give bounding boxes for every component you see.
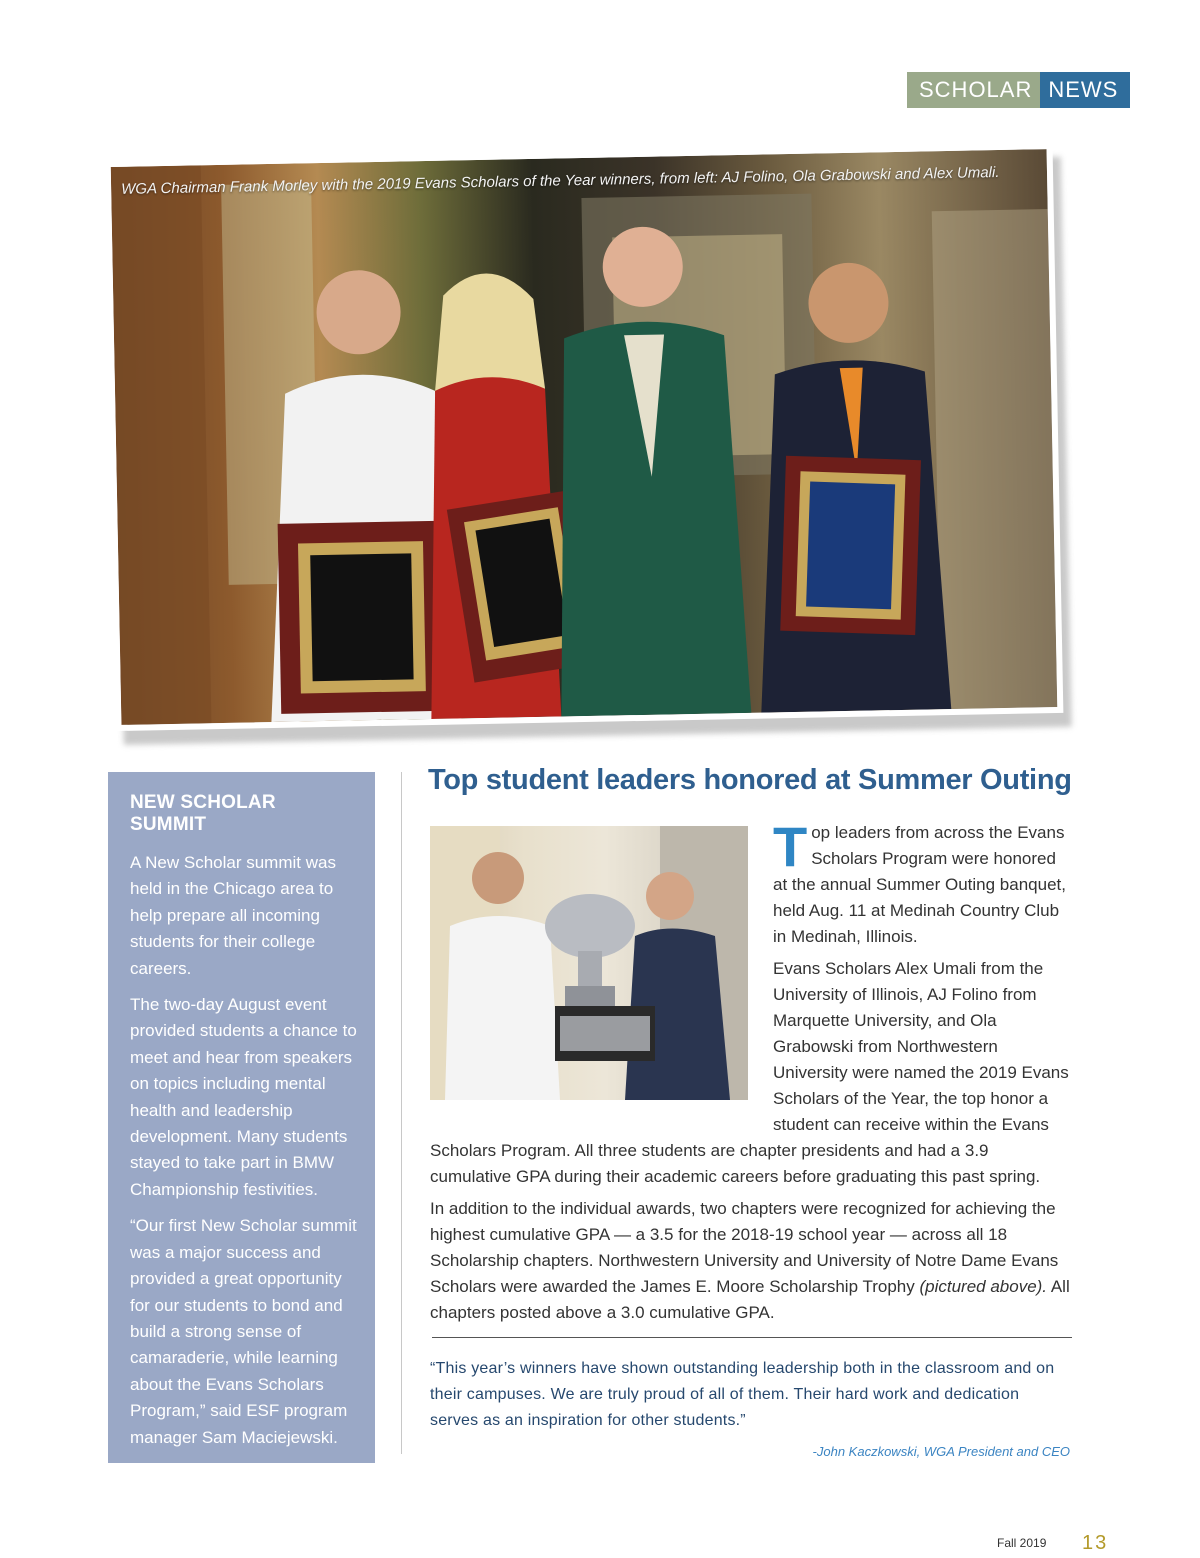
sidebar-paragraph: “Our first New Scholar summit was a major success and provided a great opportunity for our students to bond and build a strong sense of camaraderie, while learning about the Evans Scholars Program,” said ESF program manager Sam Maciejewski. [130,1216,357,1447]
article-headline: Top student leaders honored at Summer Outing [428,764,1072,796]
pull-quote: “This year’s winners have shown outstanding leadership both in the classroom and on their campuses. We are truly proud of all of them. Their hard work and dedication serves as an inspiration for other students.” [430,1360,1055,1429]
article-body [430,815,1070,1332]
photo-float-spacer [430,820,773,1122]
article-paragraph-3-end: All chapters posted above a 3.0 cumulative GPA. [430,1277,1070,1322]
page-number: 13 [1082,1532,1109,1554]
hero-photo-illustration [111,149,1058,725]
hero-caption: WGA Chairman Frank Morley with the 2019 Evans Scholars of the Year winners, from left: AJ Folino, Ola Grabowski and Alex Umali. [120,163,1000,198]
sidebar-paragraph: The two-day August event provided students a chance to meet and hear from speakers on topics including mental health and leadership development. Many students stayed to take part in BMW Championship festivities. [130,995,357,1199]
column-divider [401,772,402,1454]
article-paragraph-3 [430,1196,1070,1326]
article-paragraph-2: Evans Scholars Alex Umali from the University of Illinois, AJ Folino from Marquette University, and Ola Grabowski from Northwestern University were named the 2019 Evans Scholars of the Year, the top honor a student can receive within the Evans Scholars Program. All three students are chapter presidents and had a 3.9 cumulative GPA during their academic careers before graduating this past spring. [430,959,1069,1186]
section-tag-news: NEWS [1040,72,1130,108]
article-paragraph-1-text: op leaders from across the Evans Scholars Program were honored at the annual Summer Outing banquet, held Aug. 11 at Medinah Country Club in Medinah, Illinois. [773,823,1066,946]
hero-photo [105,143,1064,731]
quote-attribution: -John Kaczkowski, WGA President and CEO [812,1444,1070,1459]
quote-divider [432,1337,1072,1338]
section-tag-scholar: SCHOLAR [907,72,1040,108]
article-paragraph-3-text: In addition to the individual awards, two chapters were recognized for achieving the highest cumulative GPA — a 3.5 for the 2018-19 school year — across all 18 Scholarship chapters. Northwestern University and University of Notre Dame Evans Scholars were awarded the James E. Moore Scholarship Trophy [430,1199,1059,1296]
hero-photo-frame [105,143,1064,731]
issue-label: Fall 2019 [997,1536,1047,1550]
sidebar-title: NEW SCHOLAR SUMMIT [130,792,276,835]
sidebar-paragraph: A New Scholar summit was held in the Chicago area to help prepare all incoming students for their college careers. [130,853,336,978]
new-scholar-summit-sidebar [108,772,375,1463]
section-tag [907,72,1130,108]
drop-cap: T [773,815,808,878]
pictured-above-note: (pictured above). [919,1277,1048,1296]
